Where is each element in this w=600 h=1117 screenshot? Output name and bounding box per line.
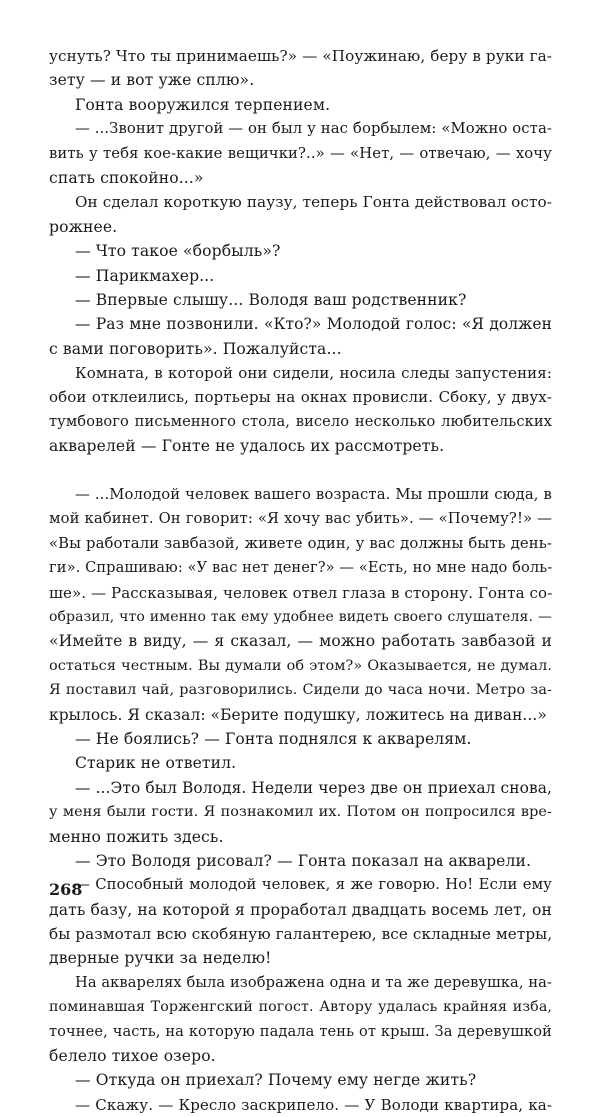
text-line: вить у тебя кое-какие вещички?..» — «Нет, — отвечаю, — хочу xyxy=(49,144,552,162)
text-line: — Впервые слышу... Володя ваш родственник? xyxy=(75,290,467,309)
text-line: — Раз мне позвонили. «Кто?» Молодой голос: «Я должен xyxy=(75,315,552,334)
text-line: тумбового письменного стола, висело несколько любительских xyxy=(49,412,552,430)
text-line: Комната, в которой они сидели, носила следы запустения: xyxy=(75,364,552,383)
text-line: Я поставил чай, разговорились. Сидели до часа ночи. Метро за- xyxy=(49,682,552,699)
text-line: рожнее. xyxy=(49,217,118,236)
text-line: ги». Спрашиваю: «У вас нет денег?» — «Есть, но мне надо боль- xyxy=(49,559,553,577)
text-line: точнее, часть, на которую падала тень от крыш. За деревушкой xyxy=(49,1022,552,1040)
page-number: 268 xyxy=(49,880,83,899)
book-page-text xyxy=(49,44,552,1117)
section-break xyxy=(49,459,552,483)
text-line: — Скажу. — Кресло заскрипело. — У Володи квартира, ка- xyxy=(75,1095,552,1114)
text-line: обои отклеились, портьеры на окнах провисли. Сбоку, у двух- xyxy=(49,388,552,407)
text-line: дверные ручки за неделю! xyxy=(49,949,272,968)
text-line: крылось. Я сказал: «Берите подушку, ложитесь на диван...» xyxy=(49,705,547,724)
text-line: Старик не ответил. xyxy=(75,754,237,773)
text-line: акварелей — Гонте не удалось их рассмотреть. xyxy=(49,437,445,456)
text-line: дать базу, на которой я проработал двадцать восемь лет, он xyxy=(49,900,552,919)
text-line: — Что такое «борбыль»? xyxy=(75,242,281,261)
text-line: — ...Это был Володя. Недели через две он приехал снова, xyxy=(75,778,552,797)
text-line: спать спокойно...» xyxy=(49,168,204,187)
text-line: остаться честным. Вы думали об этом?» Оказывается, не думал. xyxy=(49,657,552,674)
text-line: — ...Молодой человек вашего возраста. Мы прошли сюда, в xyxy=(75,486,552,504)
text-line: менно пожить здесь. xyxy=(49,827,224,846)
text-line: — Парикмахер... xyxy=(75,266,215,285)
text-line: — Не боялись? — Гонта поднялся к акварелям. xyxy=(75,729,472,748)
text-line: — ...Звонит другой — он был у нас борбылем: «Можно оста- xyxy=(75,120,552,138)
text-line: Он сделал короткую паузу, теперь Гонта действовал осто- xyxy=(75,193,552,212)
text-line: поминавшая Торженгский погост. Автору удалась крайняя изба, xyxy=(49,999,552,1016)
text-line: Гонта вооружился терпением. xyxy=(75,95,331,114)
text-line: бы размотал всю скобяную галантерею, все складные метры, xyxy=(49,925,553,944)
text-line: мой кабинет. Он говорит: «Я хочу вас убить». — «Почему?!» — xyxy=(49,510,552,528)
text-line: образил, что именно так ему удобнее видеть своего слушателя. — xyxy=(49,608,552,625)
text-line: — Это Володя рисовал? — Гонта показал на акварели. xyxy=(75,851,532,870)
text-line: «Имейте в виду, — я сказал, — можно работать завбазой и xyxy=(49,632,552,651)
text-line: белело тихое озеро. xyxy=(49,1047,216,1066)
text-line: «Вы работали завбазой, живете один, у вас должны быть день- xyxy=(49,534,552,552)
text-line: На акварелях была изображена одна и та же деревушка, на- xyxy=(75,973,552,991)
text-line: зету — и вот уже сплю». xyxy=(49,71,255,90)
text-line: уснуть? Что ты принимаешь?» — «Поужинаю, беру в руки га- xyxy=(49,47,552,65)
text-line: ше». — Рассказывая, человек отвел глаза в сторону. Гонта со- xyxy=(49,583,553,602)
text-line: с вами поговорить». Пожалуйста... xyxy=(49,339,342,358)
text-line: — Способный молодой человек, я же говорю. Но! Если ему xyxy=(75,876,552,894)
text-line: у меня были гости. Я познакомил их. Потом он попросился вре- xyxy=(49,804,552,821)
text-line: — Откуда он приехал? Почему ему негде жить? xyxy=(75,1071,477,1090)
